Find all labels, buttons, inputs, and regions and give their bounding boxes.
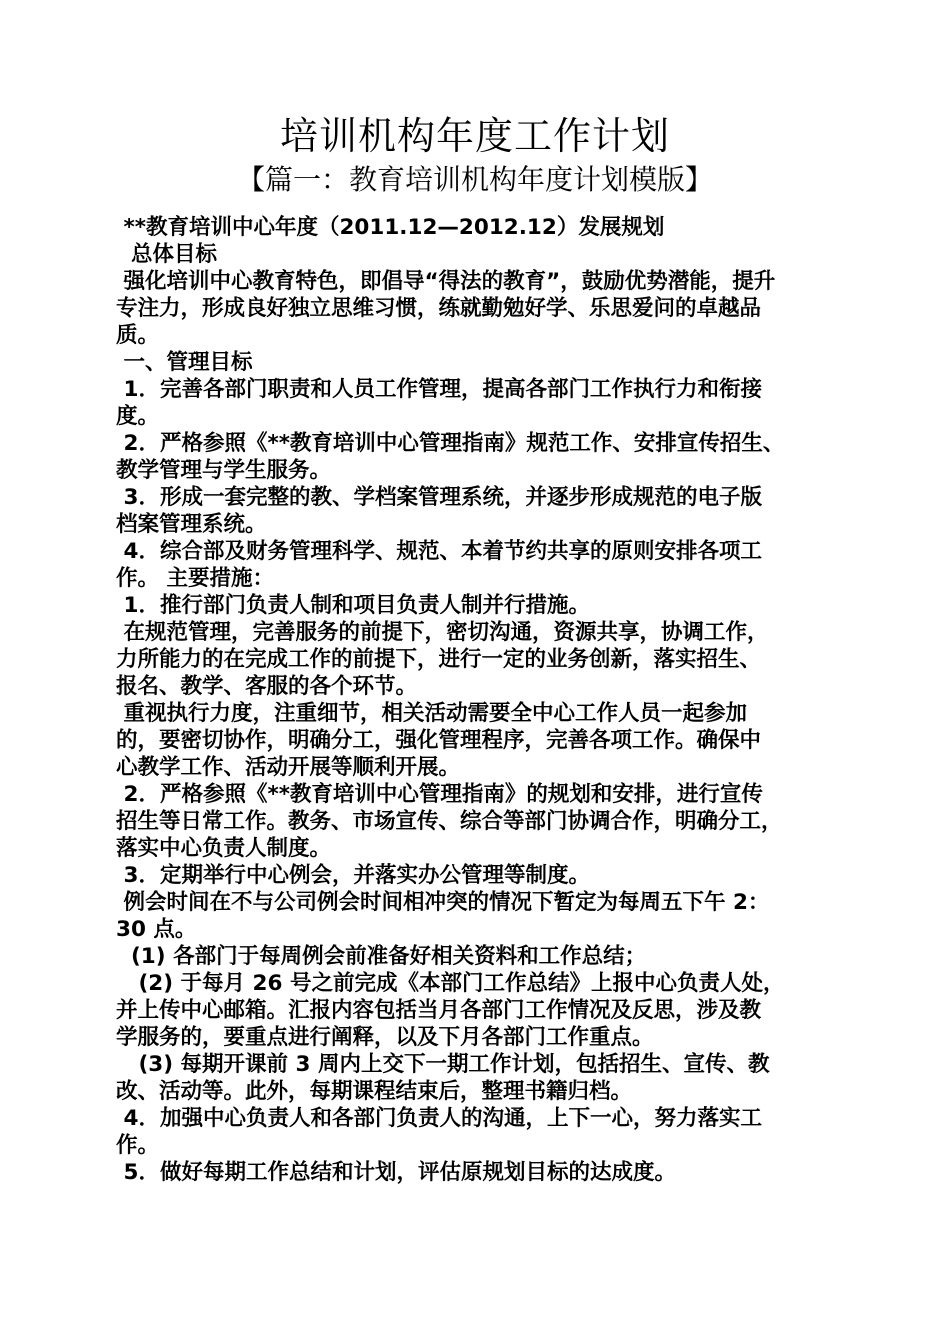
text-line: 力所能力的在完成工作的前提下，进行一定的业务创新，落实招生、 — [116, 647, 762, 672]
text-line: 在规范管理，完善服务的前提下，密切沟通，资源共享，协调工作， — [116, 620, 769, 645]
document-subtitle: 【篇一：教育培训机构年度计划模版】 — [236, 163, 713, 196]
text-line: 质。 — [116, 323, 160, 348]
text-line: 2．严格参照《**教育培训中心管理指南》的规划和安排，进行宣传 — [116, 782, 763, 807]
text-line: 心教学工作、活动开展等顺利开展。 — [116, 755, 461, 780]
text-line: 1．完善各部门职责和人员工作管理，提高各部门工作执行力和衔接 — [116, 377, 762, 402]
text-line: 作。 — [116, 1133, 160, 1158]
text-line: 3．形成一套完整的教、学档案管理系统，并逐步形成规范的电子版 — [116, 485, 762, 510]
text-line: 度。 — [116, 404, 160, 429]
text-line: 档案管理系统。 — [116, 512, 267, 537]
document-body — [116, 214, 842, 1186]
text-line: 总体目标 — [116, 242, 217, 267]
text-line: 招生等日常工作。教务、市场宣传、综合等部门协调合作，明确分工， — [116, 809, 783, 834]
text-line: (2) 于每月 26 号之前完成《本部门工作总结》上报中心负责人处， — [116, 971, 785, 996]
text-line: 一、管理目标 — [116, 350, 253, 375]
text-line: 并上传中心邮箱。汇报内容包括当月各部门工作情况及反思，涉及教 — [116, 998, 762, 1023]
text-line: 学服务的，要重点进行阐释，以及下月各部门工作重点。 — [116, 1025, 654, 1050]
text-line: 重视执行力度，注重细节，相关活动需要全中心工作人员一起参加 — [116, 701, 747, 726]
text-line: 报名、教学、客服的各个环节。 — [116, 674, 418, 699]
text-line: 专注力，形成良好独立思维习惯，练就勤勉好学、乐思爱问的卓越品 — [116, 296, 762, 321]
text-line: 的，要密切协作，明确分工，强化管理程序，完善各项工作。确保中 — [116, 728, 762, 753]
document-title: 培训机构年度工作计划 — [279, 114, 670, 158]
text-line: 30 点。 — [116, 917, 197, 942]
text-line: 例会时间在不与公司例会时间相冲突的情况下暂定为每周五下午 2： — [116, 890, 770, 915]
text-line: 4．加强中心负责人和各部门负责人的沟通，上下一心，努力落实工 — [116, 1106, 762, 1131]
text-line: 改、活动等。此外，每期课程结束后，整理书籍归档。 — [116, 1079, 633, 1104]
text-line: **教育培训中心年度（2011.12—2012.12）发展规划 — [116, 215, 665, 240]
text-line: (1) 各部门于每周例会前准备好相关资料和工作总结； — [116, 944, 647, 969]
text-line: 作。 主要措施： — [116, 566, 274, 591]
text-line: 3．定期举行中心例会，并落实办公管理等制度。 — [116, 863, 590, 888]
text-line: (3) 每期开课前 3 周内上交下一期工作计划，包括招生、宣传、教 — [116, 1052, 770, 1077]
text-line: 教学管理与学生服务。 — [116, 458, 332, 483]
text-line: 5．做好每期工作总结和计划，评估原规划目标的达成度。 — [116, 1160, 676, 1185]
text-line: 4．综合部及财务管理科学、规范、本着节约共享的原则安排各项工 — [116, 539, 762, 564]
text-line: 落实中心负责人制度。 — [116, 836, 332, 861]
text-line: 强化培训中心教育特色，即倡导“得法的教育”，鼓励优势潜能，提升 — [116, 269, 776, 294]
text-line: 2．严格参照《**教育培训中心管理指南》规范工作、安排宣传招生、 — [116, 431, 785, 456]
text-line: 1．推行部门负责人制和项目负责人制并行措施。 — [116, 593, 590, 618]
